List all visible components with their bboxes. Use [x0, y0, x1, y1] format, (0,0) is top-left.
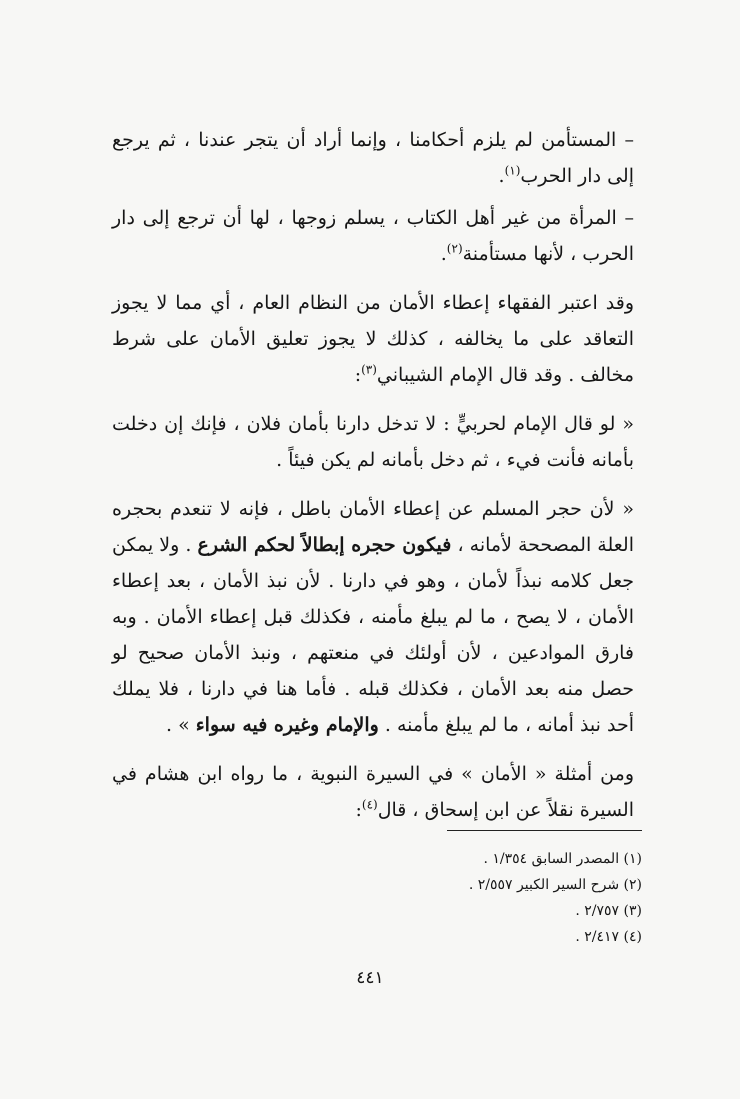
bullet-2-end: . [440, 243, 447, 265]
paragraph-fuqaha-end: : [354, 364, 362, 386]
paragraph-fuqaha [112, 285, 634, 393]
quote-2-text-b: . ولا يمكن جعل كلامه نبذاً لأمان ، وهو في دارنا . لأن نبذ الأمان ، بعد إعطاء الأمان ، لا يصح ، ما لم يبلغ مأمنه ، فكذلك قبل إعطاء الأمان . وبه فارق الموادعين ، لأن أولئك في منعتهم ، ونبذ الأمان صحيح لو حصل منه بعد الأمان ، فكذلك قبله . فأما هنا في دارنا ، فلا يملك أحد نبذ أمانه ، ما لم يبلغ مأمنه . [112, 534, 634, 736]
page-body [112, 122, 634, 841]
paragraph-sira [112, 756, 634, 828]
footnote-4: (٤) ٢/٤١٧ . [575, 929, 642, 945]
footnote-ref-1: (١) [504, 163, 521, 178]
quote-2-text-a: « لأن حجر المسلم عن إعطاء الأمان باطل ، فإنه لا تنعدم بحجره العلة المصححة لأمانه ، [112, 498, 634, 556]
paragraph-fuqaha-text: وقد اعتبر الفقهاء إعطاء الأمان من النظام العام ، أي مما لا يجوز التعاقد على ما يخالفه ، كذلك لا يجوز تعليق الأمان على شرط مخالف . وقد قال الإمام الشيباني [112, 292, 634, 386]
quote-1-text: « لو قال الإمام لحربيٍّ : لا تدخل دارنا بأمان فلان ، فإنك إن دخلت بأمانه فأنت فيء ، ثم دخل بأمانه لم يكن فيئاً . [112, 413, 634, 471]
quote-2-end: » . [166, 714, 196, 736]
footnote-ref-2: (٢) [446, 241, 463, 256]
bullet-1-end: . [498, 165, 505, 187]
footnote-3: (٣) ٢/٧٥٧ . [575, 903, 642, 919]
quote-paragraph-2 [112, 491, 634, 743]
quote-2-bold-2: والإمام وغيره فيه سواء [195, 714, 379, 736]
footnote-ref-3: (٣) [361, 362, 377, 377]
paragraph-sira-end: : [355, 799, 362, 821]
quote-2-bold-1: فيكون حجره إبطالاً لحكم الشرع [197, 534, 452, 556]
paragraph-sira-text: ومن أمثلة « الأمان » في السيرة النبوية ، ما رواه ابن هشام في السيرة نقلاً عن ابن إسحاق ، قال [112, 763, 634, 821]
bullet-paragraph-1 [112, 122, 634, 194]
quote-paragraph-1 [112, 406, 634, 478]
footnote-separator [447, 830, 642, 831]
bullet-paragraph-2 [112, 200, 634, 272]
footnote-1: (١) المصدر السابق ١/٣٥٤ . [483, 851, 642, 867]
footnotes [242, 846, 642, 950]
bullet-1-text: – المستأمن لم يلزم أحكامنا ، وإنما أراد أن يتجر عندنا ، ثم يرجع إلى دار الحرب [112, 129, 634, 187]
footnote-2: (٢) شرح السير الكبير ٢/٥٥٧ . [468, 877, 642, 893]
bullet-2-text: – المرأة من غير أهل الكتاب ، يسلم زوجها ، لها أن ترجع إلى دار الحرب ، لأنها مستأمنة [112, 207, 634, 265]
page-number: ٤٤١ [356, 968, 384, 988]
footnote-ref-4: (٤) [361, 797, 378, 812]
